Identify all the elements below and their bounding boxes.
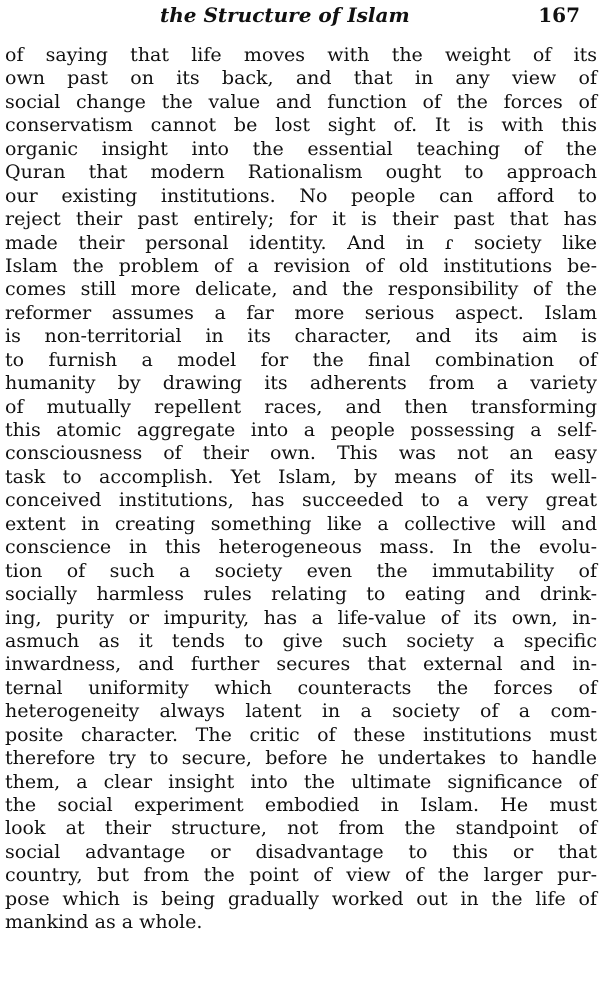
text-line: tion of such a society even the immutability of: [5, 559, 597, 582]
text-line: posite character. The critic of these institutions must: [5, 723, 597, 746]
text-line: Quran that modern Rationalism ought to approach: [5, 161, 597, 184]
text-line: of mutually repellent races, and then transforming: [5, 395, 597, 418]
text-line: look at their structure, not from the standpoint of: [5, 817, 597, 840]
text-line: socially harmless rules relating to eating and drink-: [5, 583, 597, 606]
text-line: reformer assumes a far more serious aspect. Islam: [5, 301, 597, 324]
text-line: conscience in this heterogeneous mass. In the evolu-: [5, 536, 597, 559]
text-line: ternal uniformity which counteracts the forces of: [5, 676, 597, 699]
text-line: country, but from the point of view of the larger pur-: [5, 864, 597, 887]
text-line: organic insight into the essential teaching of the: [5, 137, 597, 160]
text-line: our existing institutions. No people can afford to: [5, 184, 597, 207]
text-line: reject their past entirely; for it is their past that has: [5, 208, 597, 231]
text-line: comes still more delicate, and the responsibility of the: [5, 278, 597, 301]
running-head: [0, 2, 600, 32]
text-line: conceived institutions, has succeeded to a very great: [5, 489, 597, 512]
text-line: humanity by drawing its adherents from a variety: [5, 372, 597, 395]
text-line: conservatism cannot be lost sight of. It is with this: [5, 114, 597, 137]
text-line: pose which is being gradually worked out in the life of: [5, 887, 597, 910]
text-line: made their personal identity. And in ɾ society like: [5, 231, 597, 254]
body-paragraph: [5, 44, 597, 935]
text-line: consciousness of their own. This was not an easy: [5, 442, 597, 465]
text-line: mankind as a whole.: [5, 911, 203, 934]
text-line: of saying that life moves with the weight of its: [5, 44, 597, 66]
text-line: heterogeneity always latent in a society of a com-: [5, 700, 597, 723]
text-line: task to accomplish. Yet Islam, by means of its well-: [5, 465, 597, 488]
page-number: 167: [538, 3, 580, 27]
text-line: therefore try to secure, before he undertakes to handle: [5, 747, 597, 770]
text-line: extent in creating something like a collective will and: [5, 512, 597, 535]
text-line: Islam the problem of a revision of old institutions be-: [5, 254, 597, 277]
text-line: social change the value and function of the forces of: [5, 90, 597, 113]
text-line: to furnish a model for the final combination of: [5, 348, 597, 371]
text-line: inwardness, and further secures that external and in-: [5, 653, 597, 676]
text-line: social advantage or disadvantage to this or that: [5, 840, 597, 863]
text-line: them, a clear insight into the ultimate significance of: [5, 770, 597, 793]
text-line: asmuch as it tends to give such society a specific: [5, 629, 597, 652]
text-line: ing, purity or impurity, has a life-value of its own, in-: [5, 606, 597, 629]
running-title: the Structure of Islam: [160, 3, 410, 27]
text-line: own past on its back, and that in any view of: [5, 67, 597, 90]
text-line: is non-territorial in its character, and its aim is: [5, 325, 597, 348]
text-line: the social experiment embodied in Islam. He must: [5, 794, 597, 816]
text-line: this atomic aggregate into a people possessing a self-: [5, 419, 597, 441]
